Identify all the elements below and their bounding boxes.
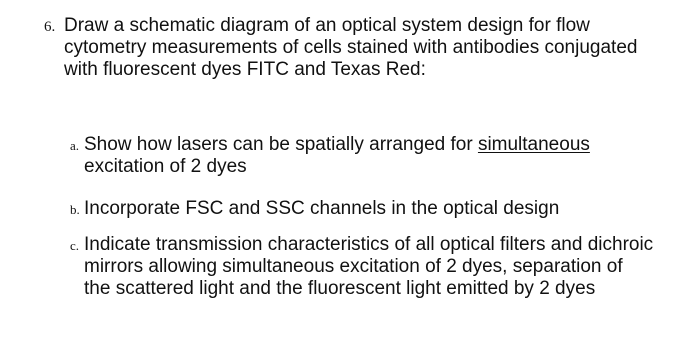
part-a-text-before: Show how lasers can be spatially arranged for [84,134,478,155]
question-number: 6. [44,19,56,35]
question-6 [44,15,684,81]
question-text: Draw a schematic diagram of an optical system design for flow cytometry measurements of cells stained with antibodies conjugated with fluorescent dyes FITC and Texas Red: [64,15,638,80]
part-a-letter: a. [70,138,80,153]
part-c [70,234,670,300]
part-c-letter: c. [70,238,80,253]
part-b-letter: b. [70,202,80,217]
question-row [44,15,684,81]
part-a-underlined-word: simultaneous [477,134,590,155]
part-a-text [84,134,654,178]
part-b-text: Incorporate FSC and SSC channels in the optical design [84,198,560,219]
part-c-text: Indicate transmission characteristics of all optical filters and dichroic mirrors allowing simultaneous excitation of 2 dyes, separation of the scattered light and the fluorescent light emitted by 2 dyes [84,234,654,299]
part-a [70,134,670,178]
part-a-text-after: excitation of 2 dyes [84,156,247,177]
part-b [70,198,670,220]
